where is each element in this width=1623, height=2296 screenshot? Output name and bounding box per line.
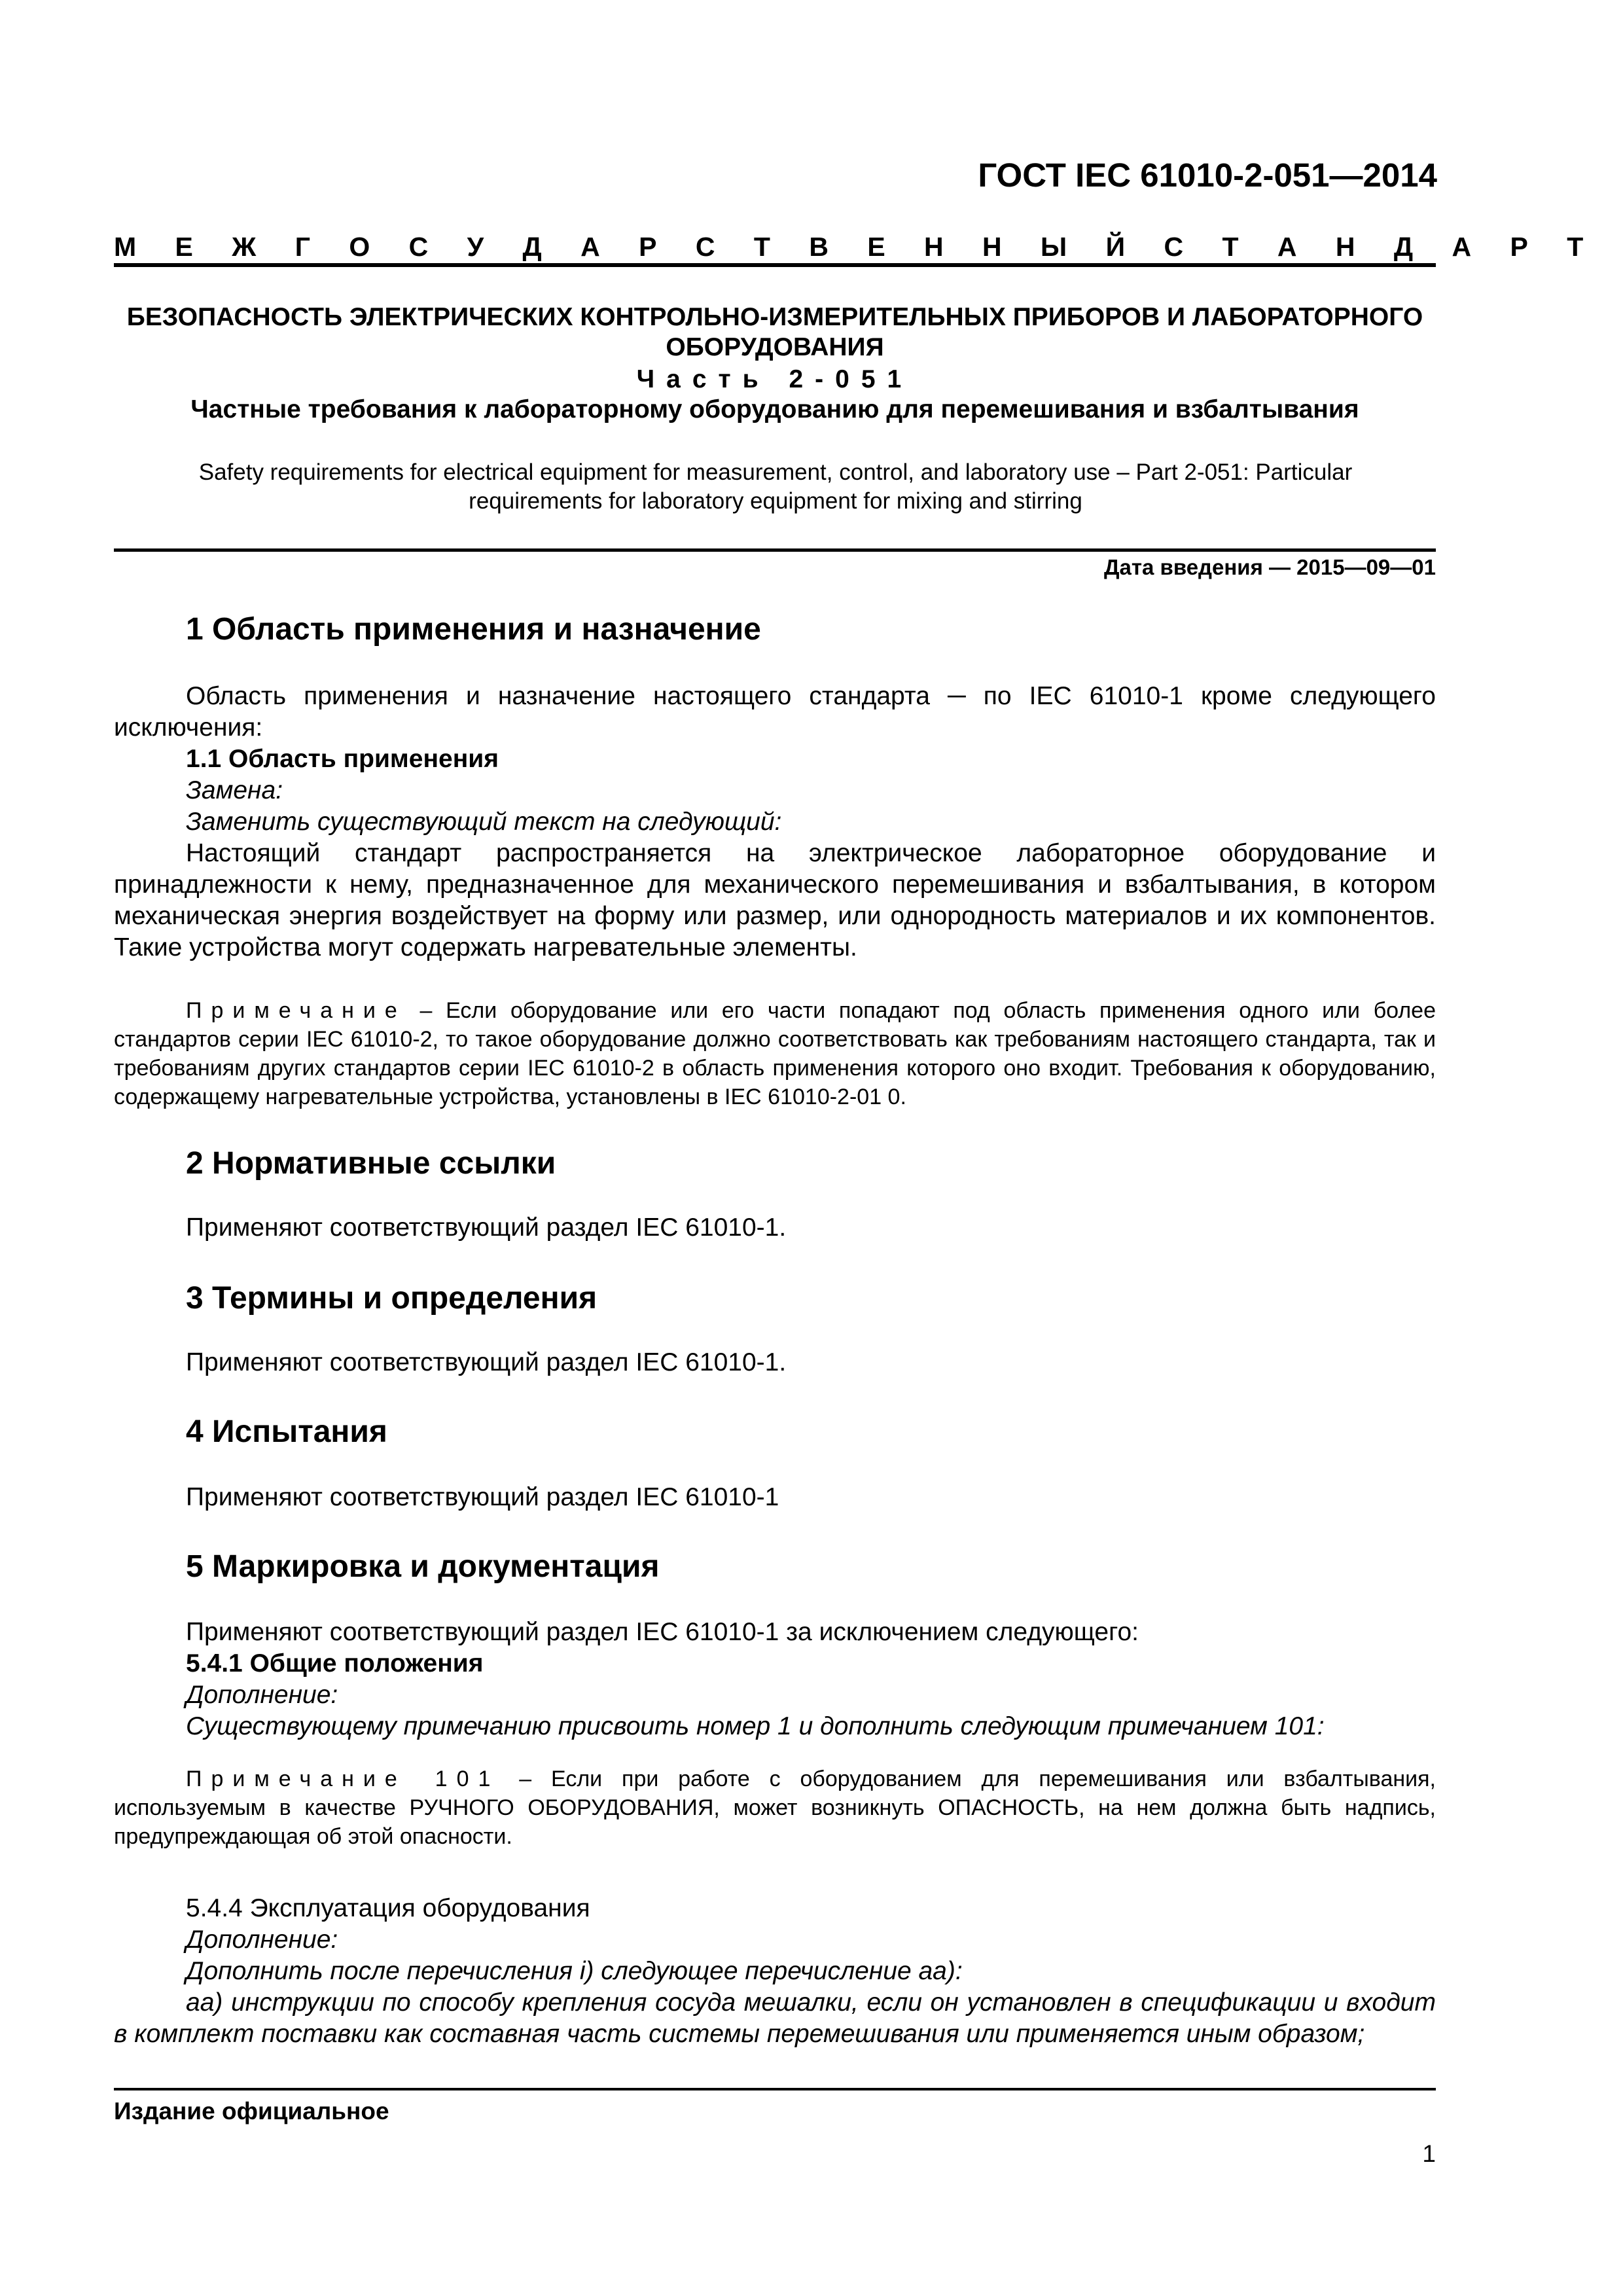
replacement-instruction: Заменить существующий текст на следующий: — [186, 808, 782, 836]
note-label: Примечание — [186, 998, 406, 1023]
section-5-intro: Применяют соответствующий раздел IEC 61010-1 за исключением следующего: — [186, 1618, 1139, 1646]
standard-type: М Е Ж Г О С У Д А Р С Т В Е Н Н Ы Й С Т А Н Д А Р Т — [114, 232, 1599, 262]
section-3-heading: 3 Термины и определения — [186, 1281, 597, 1316]
section-1-intro: Область применения и назначение настоящего стандарта ─ по IEC 61010-1 кроме следующего исключения: — [114, 682, 1436, 742]
section-4-heading: 4 Испытания — [186, 1414, 387, 1449]
document-code: ГОСТ IEC 61010-2-051—2014 — [978, 156, 1437, 194]
document-title: БЕЗОПАСНОСТЬ ЭЛЕКТРИЧЕСКИХ КОНТРОЛЬНО-ИЗМЕРИТЕЛЬНЫХ ПРИБОРОВ И ЛАБОРАТОРНОГО ОБОРУДОВАНИЯ — [126, 303, 1423, 361]
subsection-5-4-1-heading: 5.4.1 Общие положения — [186, 1649, 484, 1677]
footer-rule — [114, 2088, 1436, 2090]
part-number: Часть 2-051 — [636, 365, 914, 393]
section-5-heading: 5 Маркировка и документация — [186, 1549, 660, 1584]
section-1-heading: 1 Область применения и назначение — [186, 612, 761, 647]
section-4-text: Применяют соответствующий раздел IEC 61010-1 — [186, 1483, 779, 1511]
effective-date: Дата введения — 2015—09—01 — [1104, 555, 1436, 579]
section-2-heading: 2 Нормативные ссылки — [186, 1146, 556, 1181]
addition-label: Дополнение: — [186, 1681, 338, 1709]
section-3-text: Применяют соответствующий раздел IEC 61010-1. — [186, 1348, 787, 1376]
list-item-aa: aa) инструкции по способу крепления сосуда мешалки, если он установлен в спецификации и входит в комплект поставки как составная часть системы перемешивания или применяется иным образом; — [114, 1988, 1436, 2048]
title-rule — [114, 548, 1436, 552]
english-title: Safety requirements for electrical equipment for measurement, control, and laboratory use – Part 2-051: Particular requirements for laboratory equipment for mixing and stirring — [198, 459, 1353, 514]
subsection-5-4-4-heading: 5.4.4 Эксплуатация оборудования — [186, 1894, 590, 1922]
note-101-text: – Если при работе с оборудованием для перемешивания или взбалтывания, используемым в качестве РУЧНОГО ОБОРУДОВАНИЯ, может возникнуть ОПАСНОСТЬ, на нем должна быть надпись, предупреждающая об этой опасности. — [114, 1767, 1436, 1849]
note-text: – Если оборудование или его части попадают под область применения одного или более стандартов серии IEC 61010-2, то такое оборудование должно соответствовать как требованиям настоящего стандарта, так и требованиям других стандартов серии IEC 61010-2 в область применения которого оно входит. Требования к оборудованию, содержащему нагревательные устройства, установлены в IEC 61010-2-01 0. — [114, 998, 1436, 1109]
addition-2-instruction: Дополнить после перечисления i) следующее перечисление aa): — [186, 1957, 963, 1985]
note-101-label: Примечание 101 — [186, 1767, 500, 1791]
note-101 — [114, 1765, 1436, 1851]
addition-2-label: Дополнение: — [186, 1926, 338, 1954]
page-number: 1 — [1422, 2140, 1436, 2167]
note-1 — [114, 996, 1436, 1111]
section-2-text: Применяют соответствующий раздел IEC 61010-1. — [186, 1213, 787, 1242]
scope-text: Настоящий стандарт распространяется на электрическое лабораторное оборудование и принадлежности к нему, предназначенное для механического перемешивания и взбалтывания, в котором механическая энергия воздействует на форму или размер, или однородность материалов и их компонентов. Такие устройства могут содержать нагревательные элементы. — [114, 839, 1436, 961]
edition-label: Издание официальное — [114, 2098, 389, 2125]
document-subtitle: Частные требования к лабораторному оборудованию для перемешивания и взбалтывания — [190, 395, 1359, 423]
replacement-label: Замена: — [186, 776, 283, 804]
addition-instruction: Существующему примечанию присвоить номер 1 и дополнить следующим примечанием 101: — [186, 1712, 1325, 1740]
header-rule — [114, 263, 1436, 267]
subsection-1-1-heading: 1.1 Область применения — [186, 745, 499, 773]
